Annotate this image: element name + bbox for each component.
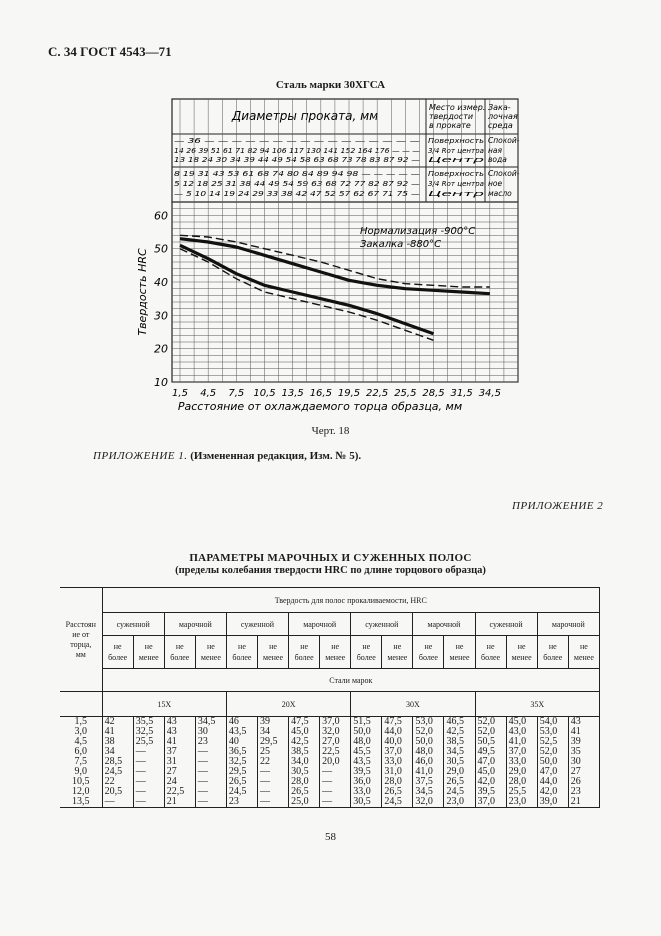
band-label: суженной — [102, 613, 164, 636]
x-tick-label: 34,5 — [478, 388, 501, 399]
quench-medium-title: лочная — [488, 112, 518, 121]
hardness-cell: 34 — [258, 727, 289, 737]
x-tick-label: 7,5 — [228, 388, 245, 399]
quench-medium: Спокой- — [488, 169, 520, 178]
measure-place: 3/4 Rот центра — [428, 147, 484, 155]
hardness-cell: 26,5 — [226, 777, 257, 787]
x-tick-label: 4,5 — [200, 388, 217, 399]
distance-cell: 6,0 — [60, 747, 102, 757]
quench-medium: вода — [488, 155, 507, 164]
min-max-label: не менее — [133, 636, 164, 669]
steel-grades-header: Стали марок — [102, 669, 599, 692]
hardness-cell: 42,0 — [537, 787, 568, 797]
hardness-cell: 46,5 — [444, 717, 475, 728]
hardness-cell: 32,0 — [413, 797, 444, 808]
chart-header-grid — [172, 99, 520, 202]
hardness-cell: — — [195, 797, 226, 808]
hardness-cell: 39,5 — [351, 767, 382, 777]
quench-medium: ное — [488, 179, 503, 188]
hardness-cell: 22 — [102, 777, 133, 787]
diameter-row: — 5 10 14 19 24 29 33 38 42 47 52 57 62 67 71 75 — — [174, 190, 420, 198]
hardness-cell: 49,5 — [475, 747, 506, 757]
hardness-cell: 35 — [568, 747, 599, 757]
min-max-label: не более — [164, 636, 195, 669]
diameter-row: 14 26 39 51 61 71 82 94 106 117 130 141 152 164 176 — — — — [174, 147, 420, 155]
hardness-cell: 38 — [102, 737, 133, 747]
hardness-cell: 52,0 — [475, 727, 506, 737]
hardness-cell: — — [195, 757, 226, 767]
hardness-cell: 22 — [258, 757, 289, 767]
hardness-cell: 36,5 — [226, 747, 257, 757]
min-max-label: не менее — [568, 636, 599, 669]
x-tick-label: 22,5 — [366, 388, 389, 399]
hardness-cell: 52,0 — [413, 727, 444, 737]
hardness-cell: 46 — [226, 717, 257, 728]
hardness-cell: 47,5 — [289, 717, 320, 728]
hardness-cell: 25,0 — [289, 797, 320, 808]
hardness-cell: 24,5 — [444, 787, 475, 797]
hardness-cell: — — [320, 797, 351, 808]
x-tick-label: 19,5 — [337, 388, 361, 399]
hardness-cell: 24,5 — [226, 787, 257, 797]
hardness-cell: 52,0 — [537, 747, 568, 757]
diameter-row: — 36 — — — — — — — — — — — — — — — — — [174, 137, 420, 145]
band-label: марочной — [537, 613, 599, 636]
hardness-cell: 43 — [164, 727, 195, 737]
hardness-cell: 44,0 — [537, 777, 568, 787]
y-axis-label: Твердость HRC — [136, 248, 149, 336]
measure-place: Центр — [428, 190, 486, 198]
hardness-cell: 28,0 — [506, 777, 537, 787]
table-title: ПАРАМЕТРЫ МАРОЧНЫХ И СУЖЕННЫХ ПОЛОС — [189, 552, 472, 564]
hardness-bands-table — [60, 587, 600, 808]
steel-grade-name: 15Х — [102, 692, 226, 717]
hardness-cell: 29,0 — [444, 767, 475, 777]
distance-cell: 3,0 — [60, 727, 102, 737]
hardness-cell: 28,0 — [382, 777, 413, 787]
band-label: марочной — [413, 613, 475, 636]
hardness-cell: 20,5 — [102, 787, 133, 797]
min-max-label: не менее — [506, 636, 537, 669]
hardness-cell: — — [195, 767, 226, 777]
hardness-cell: 25,5 — [133, 737, 164, 747]
heat-treatment-note: Нормализация -900°С — [360, 226, 476, 237]
hardness-cell: 30,5 — [444, 757, 475, 767]
quench-medium: масло — [488, 189, 512, 198]
distance-cell: 13,5 — [60, 797, 102, 808]
steel-grade-name: 35Х — [475, 692, 599, 717]
hardness-cell: 53,0 — [537, 727, 568, 737]
measure-place-title: в прокате — [429, 121, 471, 130]
hardness-cell: — — [320, 777, 351, 787]
hardness-cell: 31,0 — [382, 767, 413, 777]
hardness-cell: 34,0 — [289, 757, 320, 767]
hardness-cell: 22,5 — [320, 747, 351, 757]
hardness-cell: 53,0 — [413, 717, 444, 728]
hardness-cell: 42,5 — [444, 727, 475, 737]
table-subtitle: (пределы колебания твердости HRC по длине торцового образца) — [175, 565, 486, 576]
y-tick-label: 20 — [154, 342, 168, 356]
hardness-cell: 26 — [568, 777, 599, 787]
hardness-cell: 37,0 — [382, 747, 413, 757]
hardness-cell: 41,0 — [506, 737, 537, 747]
diameter-row: 8 19 31 43 53 61 68 74 80 84 89 94 98 — — — — — — [174, 170, 420, 178]
min-max-label: не менее — [382, 636, 413, 669]
hardness-cell: 32,0 — [320, 727, 351, 737]
table-row — [60, 797, 600, 808]
hardness-cell: 50,0 — [351, 727, 382, 737]
min-max-label: не более — [289, 636, 320, 669]
band-label: суженной — [351, 613, 413, 636]
steel-grade-name: 30Х — [351, 692, 475, 717]
hardness-cell: 23 — [568, 787, 599, 797]
min-max-label: не менее — [258, 636, 289, 669]
hardness-cell: 39 — [258, 717, 289, 728]
hardness-cell: 25,5 — [506, 787, 537, 797]
hardness-cell: 29,5 — [226, 767, 257, 777]
hardness-cell: — — [133, 797, 164, 808]
hardness-cell: 25 — [258, 747, 289, 757]
min-max-label: не более — [475, 636, 506, 669]
hardness-cell: 48,0 — [351, 737, 382, 747]
hardness-cell: 45,0 — [289, 727, 320, 737]
hardness-cell: 23 — [226, 797, 257, 808]
min-max-label: не менее — [444, 636, 475, 669]
y-tick-label: 30 — [154, 309, 168, 323]
hardness-cell: 32,5 — [226, 757, 257, 767]
x-tick-label: 31,5 — [450, 388, 473, 399]
hardness-cell: 24,5 — [382, 797, 413, 808]
hardness-cell: — — [133, 777, 164, 787]
hardness-cell: 24,5 — [102, 767, 133, 777]
hardness-cell: 37,0 — [506, 747, 537, 757]
diameter-row: 5 12 18 25 31 38 44 49 54 59 63 68 72 77 82 87 92 — — [174, 180, 420, 188]
min-max-label: не более — [226, 636, 257, 669]
hardness-cell: 30,5 — [351, 797, 382, 808]
hardness-cell: — — [258, 787, 289, 797]
hardness-cell: 39 — [568, 737, 599, 747]
hardness-cell: 42 — [102, 717, 133, 728]
hardness-cell: 38,5 — [289, 747, 320, 757]
x-tick-label: 10,5 — [253, 388, 276, 399]
hardness-cell: 45,0 — [475, 767, 506, 777]
hardness-cell: 36,0 — [351, 777, 382, 787]
distance-cell: 9,0 — [60, 767, 102, 777]
diameter-row: 13 18 24 30 34 39 44 49 54 58 63 68 73 78 83 87 92 — — [174, 156, 420, 164]
hardness-cell: 37 — [164, 747, 195, 757]
hardness-cell: 47,0 — [537, 767, 568, 777]
hardness-cell: 43 — [164, 717, 195, 728]
page-header: С. 34 ГОСТ 4543—71 — [48, 44, 172, 59]
hardness-cell: 26,5 — [444, 777, 475, 787]
hardness-cell: 50,0 — [413, 737, 444, 747]
hardness-cell: 21 — [164, 797, 195, 808]
hardness-cell: — — [195, 787, 226, 797]
hardness-cell: 33,0 — [351, 787, 382, 797]
heat-treatment-note: Закалка -880°С — [360, 239, 442, 250]
hardness-cell: 22,5 — [164, 787, 195, 797]
hardness-cell: 33,0 — [506, 757, 537, 767]
y-tick-label: 60 — [154, 209, 168, 223]
hardness-cell: 41 — [164, 737, 195, 747]
hardness-cell: 37,0 — [320, 717, 351, 728]
hardness-cell: 52,0 — [475, 717, 506, 728]
hardenability-chart — [120, 92, 530, 420]
hardness-cell: — — [133, 747, 164, 757]
row-header-distance: Расстоян ие от торца, мм — [60, 588, 102, 692]
hardness-cell: 24 — [164, 777, 195, 787]
quench-medium-title: Зака- — [488, 103, 511, 112]
hardness-cell: 30,5 — [289, 767, 320, 777]
hardness-cell: 32,5 — [133, 727, 164, 737]
x-axis-label: Расстояние от охлаждаемого торца образца, мм — [177, 400, 463, 413]
hardness-cell: 42,5 — [289, 737, 320, 747]
min-max-label: не менее — [195, 636, 226, 669]
hardness-cell: 27,0 — [320, 737, 351, 747]
y-tick-label: 50 — [154, 242, 168, 256]
hardness-cell: 52,5 — [537, 737, 568, 747]
hardness-cell: 37,0 — [475, 797, 506, 808]
x-tick-label: 28,5 — [422, 388, 445, 399]
diameters-title: Диаметры проката, мм — [231, 109, 379, 123]
note-label: ПРИЛОЖЕНИЕ 1. — [93, 450, 188, 462]
hardness-cell: 23,0 — [444, 797, 475, 808]
quench-medium: Спокой- — [488, 136, 520, 145]
band-label: суженной — [475, 613, 537, 636]
hardness-cell: 43,5 — [226, 727, 257, 737]
distance-cell: 12,0 — [60, 787, 102, 797]
distance-cell: 1,5 — [60, 717, 102, 728]
hardness-cell: — — [195, 747, 226, 757]
hardness-cell: — — [258, 797, 289, 808]
hardness-cell: 47,5 — [382, 717, 413, 728]
hardness-cell: 41 — [102, 727, 133, 737]
distance-cell: 7,5 — [60, 757, 102, 767]
hardness-cell: — — [320, 787, 351, 797]
hardness-cell: 46,0 — [413, 757, 444, 767]
hardness-cell: 29,0 — [506, 767, 537, 777]
hardness-cell: — — [133, 757, 164, 767]
quench-medium-title: среда — [488, 121, 513, 130]
quench-medium: ная — [488, 146, 503, 155]
hardness-cell: 40,0 — [382, 737, 413, 747]
hardness-cell: 39,5 — [475, 787, 506, 797]
hardness-cell: 38,5 — [444, 737, 475, 747]
hardness-cell: 27 — [568, 767, 599, 777]
band-label: марочной — [289, 613, 351, 636]
distance-cell: 4,5 — [60, 737, 102, 747]
min-max-label: не более — [537, 636, 568, 669]
figure-caption: Черт. 18 — [311, 425, 350, 437]
x-tick-label: 13,5 — [281, 388, 304, 399]
y-tick-label: 10 — [154, 376, 168, 389]
hardness-cell: 51,5 — [351, 717, 382, 728]
appendix-note — [93, 450, 361, 462]
x-tick-label: 25,5 — [394, 388, 417, 399]
hardness-cell: 43,0 — [506, 727, 537, 737]
measure-place: 3/4 Rот центра — [428, 180, 484, 188]
hardness-cell: — — [258, 777, 289, 787]
measure-place: Поверхность — [428, 137, 484, 145]
band-label: марочной — [164, 613, 226, 636]
min-max-label: не менее — [320, 636, 351, 669]
band-label: суженной — [226, 613, 288, 636]
hardness-cell: — — [102, 797, 133, 808]
page-number: 58 — [325, 831, 336, 843]
x-tick-label: 1,5 — [172, 388, 188, 399]
hardness-cell: 29,5 — [258, 737, 289, 747]
hardness-cell: 23 — [195, 737, 226, 747]
note-text: (Измененная редакция, Изм. № 5). — [190, 450, 362, 462]
hardness-cell: 39,0 — [537, 797, 568, 808]
hardness-cell: 35,5 — [133, 717, 164, 728]
hardness-cell: — — [133, 767, 164, 777]
hardness-cell: 21 — [568, 797, 599, 808]
hardness-cell: — — [320, 767, 351, 777]
hardness-cell: 45,0 — [506, 717, 537, 728]
y-tick-label: 40 — [154, 276, 168, 289]
hardness-cell: 34 — [102, 747, 133, 757]
hardness-cell: 28,5 — [102, 757, 133, 767]
hardness-cell: 41,0 — [413, 767, 444, 777]
hardness-cell: 43 — [568, 717, 599, 728]
hardness-cell: 42,0 — [475, 777, 506, 787]
hardness-cell: 30 — [568, 757, 599, 767]
hardness-cell: 34,5 — [195, 717, 226, 728]
hardness-cell: 27 — [164, 767, 195, 777]
distance-cell: 10,5 — [60, 777, 102, 787]
min-max-label: не более — [413, 636, 444, 669]
hardness-cell: — — [133, 787, 164, 797]
measure-place-title: твердости — [429, 112, 474, 121]
hardness-cell: 28,0 — [289, 777, 320, 787]
hardness-cell: 26,5 — [382, 787, 413, 797]
measure-place-title: Место измер. — [429, 103, 486, 112]
x-tick-label: 16,5 — [309, 388, 332, 399]
hardness-cell: 20,0 — [320, 757, 351, 767]
hardness-cell: 31 — [164, 757, 195, 767]
steel-grade-spacer — [60, 692, 102, 717]
appendix-2-label: ПРИЛОЖЕНИЕ 2 — [512, 500, 604, 512]
hardness-cell: 50,0 — [537, 757, 568, 767]
measure-place: Центр — [428, 156, 486, 164]
hardness-cell: 34,5 — [413, 787, 444, 797]
hardness-cell: 30 — [195, 727, 226, 737]
hardness-cell: 23,0 — [506, 797, 537, 808]
hardness-cell: 54,0 — [537, 717, 568, 728]
hardness-cell: — — [195, 777, 226, 787]
steel-grade-name: 20Х — [226, 692, 350, 717]
hardness-cell: 40 — [226, 737, 257, 747]
hardness-cell: — — [258, 767, 289, 777]
hardness-cell: 45,5 — [351, 747, 382, 757]
hardness-cell: 33,0 — [382, 757, 413, 767]
hardness-cell: 34,5 — [444, 747, 475, 757]
hardness-cell: 44,0 — [382, 727, 413, 737]
hardness-cell: 37,5 — [413, 777, 444, 787]
steel-grade-title: Сталь марки 30ХГСА — [275, 79, 386, 91]
hardness-bands-header: Твердость для полос прокаливаемости, HRC — [102, 588, 599, 613]
hardness-cell: 43,5 — [351, 757, 382, 767]
hardness-cell: 48,0 — [413, 747, 444, 757]
hardness-cell: 50,5 — [475, 737, 506, 747]
min-max-label: не более — [351, 636, 382, 669]
measure-place: Поверхность — [428, 170, 484, 178]
min-max-label: не более — [102, 636, 133, 669]
hardness-cell: 47,0 — [475, 757, 506, 767]
hardness-cell: 26,5 — [289, 787, 320, 797]
hardness-cell: 41 — [568, 727, 599, 737]
